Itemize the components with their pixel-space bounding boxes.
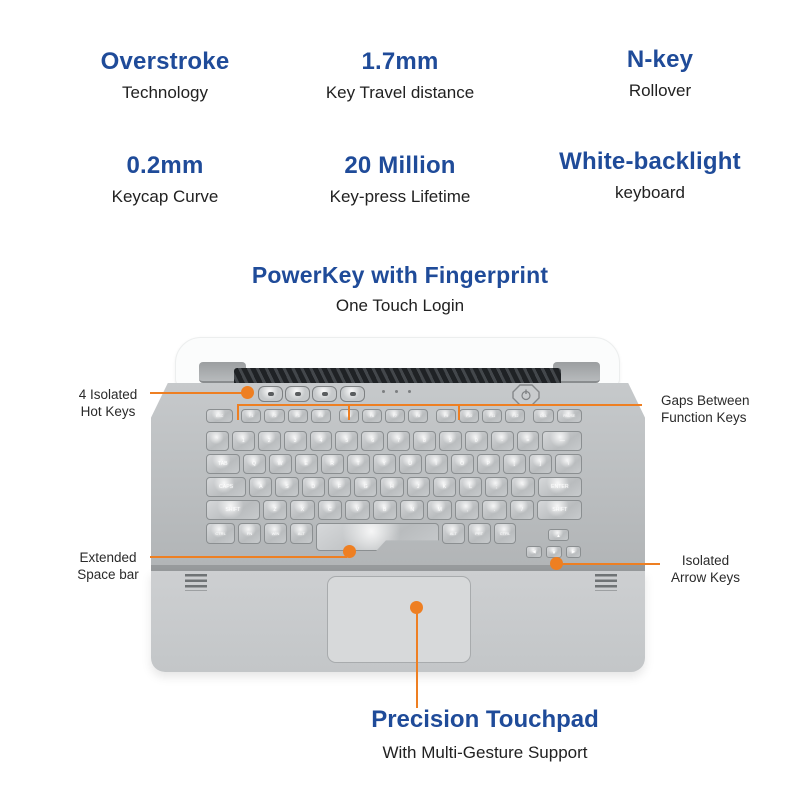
key-2: 2	[258, 431, 281, 451]
callout-line	[150, 392, 248, 394]
key-prt: PRT	[468, 523, 491, 544]
key-t: T	[347, 454, 370, 474]
key-6: 6	[361, 431, 384, 451]
key-f4: F4	[311, 409, 331, 423]
key-5: 5	[335, 431, 358, 451]
callout-line	[416, 611, 418, 708]
key-tab: TAB	[206, 454, 240, 474]
key-sym: .	[482, 500, 506, 520]
key-s: S	[275, 477, 298, 497]
key-sym: [	[503, 454, 526, 474]
callout-bracket-tick	[458, 404, 460, 420]
keyboard-row	[206, 431, 582, 451]
feature-label: Keycap Curve	[111, 187, 219, 206]
key-sym: \	[555, 454, 582, 474]
callout-arrow-keys: Isolated Arrow Keys	[670, 553, 741, 585]
key-ctrl: CTRL	[494, 523, 517, 544]
key-w: W	[269, 454, 292, 474]
hotkey-button-3	[312, 386, 337, 402]
key-win: WIN	[264, 523, 287, 544]
key-g: G	[354, 477, 377, 497]
key-h: H	[380, 477, 403, 497]
key-e: E	[295, 454, 318, 474]
status-led	[395, 390, 398, 393]
key-f12: F12	[505, 409, 525, 423]
key-pause: PAUSE	[557, 409, 583, 423]
feature-label: Technology	[121, 83, 208, 102]
key-sym: ,	[455, 500, 479, 520]
key-sym: —	[542, 431, 582, 451]
key-f11: F11	[482, 409, 502, 423]
feature-keycap-curve	[55, 152, 275, 207]
key-v: V	[345, 500, 369, 520]
keyboard-row	[206, 477, 582, 497]
key-sym: =	[517, 431, 540, 451]
hotkey-icon	[350, 392, 356, 396]
key-a: A	[249, 477, 272, 497]
key-z: Z	[263, 500, 287, 520]
feature-white-backlight	[545, 148, 755, 203]
feature-value: 0.2mm	[126, 152, 204, 179]
key-0: 0	[465, 431, 488, 451]
key-c: C	[318, 500, 342, 520]
key-9: 9	[439, 431, 462, 451]
feature-overstroke	[55, 48, 275, 103]
feature-value: White-backlight	[559, 148, 741, 175]
key-arrow-up: ▲	[548, 529, 569, 541]
callout-hot-keys: 4 Isolated Hot Keys	[78, 387, 138, 419]
key-arrow-right: ▶	[566, 546, 581, 558]
feature-key-travel	[290, 48, 510, 103]
key-u: U	[399, 454, 422, 474]
feature-powerkey-fingerprint	[200, 262, 600, 316]
key-8: 8	[413, 431, 436, 451]
callout-line	[560, 563, 660, 565]
key-l: L	[459, 477, 482, 497]
key-k: K	[433, 477, 456, 497]
key-sym: /	[510, 500, 534, 520]
key-f6: F6	[362, 409, 382, 423]
keyboard-row	[206, 454, 582, 474]
key-sym: '	[511, 477, 534, 497]
feature-value: Overstroke	[100, 48, 230, 75]
key-x: X	[290, 500, 314, 520]
key-ctrl: CTRL	[206, 523, 235, 544]
key-m: M	[427, 500, 451, 520]
key-alt: ALT	[442, 523, 465, 544]
key-1: 1	[232, 431, 255, 451]
speaker-grille-left	[185, 574, 207, 591]
key-del: DEL	[533, 409, 553, 423]
key-f2: F2	[264, 409, 284, 423]
key-alt: ALT	[290, 523, 313, 544]
key-4: 4	[310, 431, 333, 451]
feature-label: Rollover	[628, 81, 692, 100]
callout-bracket-line	[237, 404, 642, 406]
hotkey-icon	[295, 392, 301, 396]
keyboard-row	[206, 409, 582, 423]
key-o: O	[451, 454, 474, 474]
callout-bracket-tick	[237, 404, 239, 420]
key-n: N	[400, 500, 424, 520]
callout-dot	[343, 545, 356, 558]
hotkey-icon	[268, 392, 274, 396]
feature-nkey-rollover	[565, 46, 755, 101]
hotkey-button-1	[258, 386, 283, 402]
keyboard	[206, 409, 582, 547]
key-i: I	[425, 454, 448, 474]
key-caps: CAPS	[206, 477, 246, 497]
callout-line	[150, 556, 347, 558]
callout-function-gaps: Gaps Between Function Keys	[661, 393, 750, 425]
feature-value: 20 Million	[344, 152, 456, 179]
status-led	[408, 390, 411, 393]
laptop-image	[150, 335, 646, 673]
hotkey-button-2	[285, 386, 310, 402]
key-sym: -	[491, 431, 514, 451]
key-d: D	[302, 477, 325, 497]
keyboard-row	[206, 523, 582, 544]
callout-touchpad	[330, 706, 640, 763]
touchpad	[327, 576, 471, 663]
key-sym: `	[206, 431, 229, 451]
hotkey-icon	[322, 392, 328, 396]
feature-keypress-lifetime	[290, 152, 510, 207]
key-p: P	[477, 454, 500, 474]
key-arrow-down: ▼	[546, 546, 562, 558]
key-space	[316, 523, 439, 551]
key-f: F	[328, 477, 351, 497]
key-f10: F10	[459, 409, 479, 423]
key-esc: ESC	[206, 409, 233, 423]
key-f8: F8	[408, 409, 428, 423]
key-sym: ]	[529, 454, 552, 474]
power-button-icon	[512, 384, 540, 406]
touchpad-subheading: With Multi-Gesture Support	[382, 743, 588, 762]
feature-label: Key Travel distance	[325, 83, 475, 102]
feature-label: Key-press Lifetime	[329, 187, 471, 206]
touchpad-heading: Precision Touchpad	[371, 706, 599, 733]
callout-bracket-tick	[348, 404, 350, 420]
speaker-grille-right	[595, 574, 617, 591]
feature-value: N-key	[626, 46, 694, 73]
key-q: Q	[243, 454, 266, 474]
feature-label: keyboard	[615, 183, 685, 202]
keyboard-row	[206, 500, 582, 520]
feature-value: PowerKey with Fingerprint	[251, 262, 549, 288]
key-b: B	[373, 500, 397, 520]
key-r: R	[321, 454, 344, 474]
key-7: 7	[387, 431, 410, 451]
key-enter: ENTER	[538, 477, 582, 497]
hotkey-button-4	[340, 386, 365, 402]
key-f1: F1	[241, 409, 261, 423]
status-led	[382, 390, 385, 393]
key-y: Y	[373, 454, 396, 474]
key-f7: F7	[385, 409, 405, 423]
key-f9: F9	[436, 409, 456, 423]
key-shift: SHIFT	[537, 500, 582, 520]
callout-space-bar: Extended Space bar	[77, 550, 139, 582]
key-3: 3	[284, 431, 307, 451]
feature-label: One Touch Login	[335, 296, 465, 315]
key-j: J	[407, 477, 430, 497]
key-arrow-left: ◀	[526, 546, 542, 558]
callout-dot	[241, 386, 254, 399]
key-fn: FN	[238, 523, 261, 544]
key-shift: SHIFT	[206, 500, 260, 520]
feature-value: 1.7mm	[361, 48, 439, 75]
key-sym: ;	[485, 477, 508, 497]
key-f3: F3	[288, 409, 308, 423]
